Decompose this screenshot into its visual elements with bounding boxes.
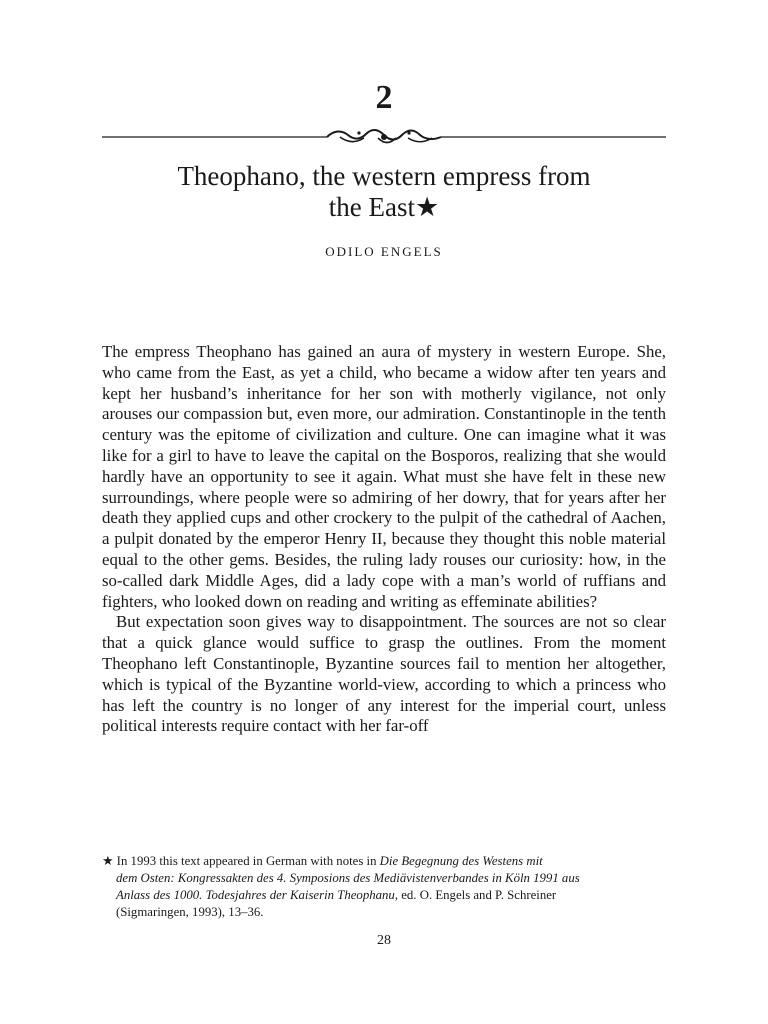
paragraph-1: The empress Theophano has gained an aura of mystery in western Europe. She, who came from the East, as yet a child, who became a widow after ten years and kept her husband’s inheritance for her son with motherly vigilance, not only arouses our compassion but, even more, our admiration. Constantinople in the tenth century was the epitome of civilization and culture. One can imagine what it was like for a girl to have to leave the capital on the Bosporos, realizing that she would hardly have an opportunity to see it again. What must she have felt in these new surroundings, where people were so admiring of her dowry, that for years after her death they applied cups and other crockery to the pulpit of the cathedral of Aachen, a pulpit donated by the emperor Henry II, because they thought this noble material equal to the other gems. Besides, the ruling lady rouses our curiosity: how, in the so-called dark Middle Ages, did a lady cope with a man’s world of ruffians and fighters, who looked down on reading and writing as effeminate abilities? bbox=[102, 342, 666, 611]
footnote-line-4: (Sigmaringen, 1993), 13–36. bbox=[116, 905, 264, 919]
chapter-title-line1: Theophano, the western empress from bbox=[177, 161, 591, 191]
footnote-marker: ★ bbox=[102, 854, 114, 868]
ornament-divider bbox=[102, 126, 666, 148]
footnote-editors: , ed. O. Engels and P. Schreiner bbox=[394, 888, 557, 902]
author-name: ODILO ENGELS bbox=[325, 244, 443, 259]
chapter-title bbox=[100, 161, 668, 223]
body-text bbox=[102, 342, 666, 737]
footnote-line-3 bbox=[102, 887, 666, 904]
chapter-title-line2: the East★ bbox=[328, 192, 440, 222]
footnote-line-2 bbox=[102, 870, 666, 887]
paragraph-2: But expectation soon gives way to disappointment. The sources are not so clear that a quick glance would suffice to grasp the outlines. From the moment Theophano left Constantinople, Byzantine sources fail to mention her altogether, which is typical of the Byzantine world-view, according to which a princess who has left the country is no longer of any interest for the imperial court, unless political interests require contact with her far-off bbox=[102, 612, 666, 736]
footnote-title-part2: dem Osten: Kongressakten des 4. Symposions des Mediävistenverbandes in Köln 1991 aus bbox=[116, 871, 580, 885]
footnote-title-part3: Anlass des 1000. Todesjahres der Kaiserin Theophanu bbox=[116, 888, 395, 902]
chapter-number: 2 bbox=[375, 79, 393, 116]
footnote-title-part1: Die Begegnung des Westens mit bbox=[379, 854, 543, 868]
footnote bbox=[102, 853, 666, 921]
page-number: 28 bbox=[377, 933, 391, 948]
footnote-intro: In 1993 this text appeared in German with notes in bbox=[113, 854, 380, 868]
footnote-line-1 bbox=[102, 853, 666, 870]
